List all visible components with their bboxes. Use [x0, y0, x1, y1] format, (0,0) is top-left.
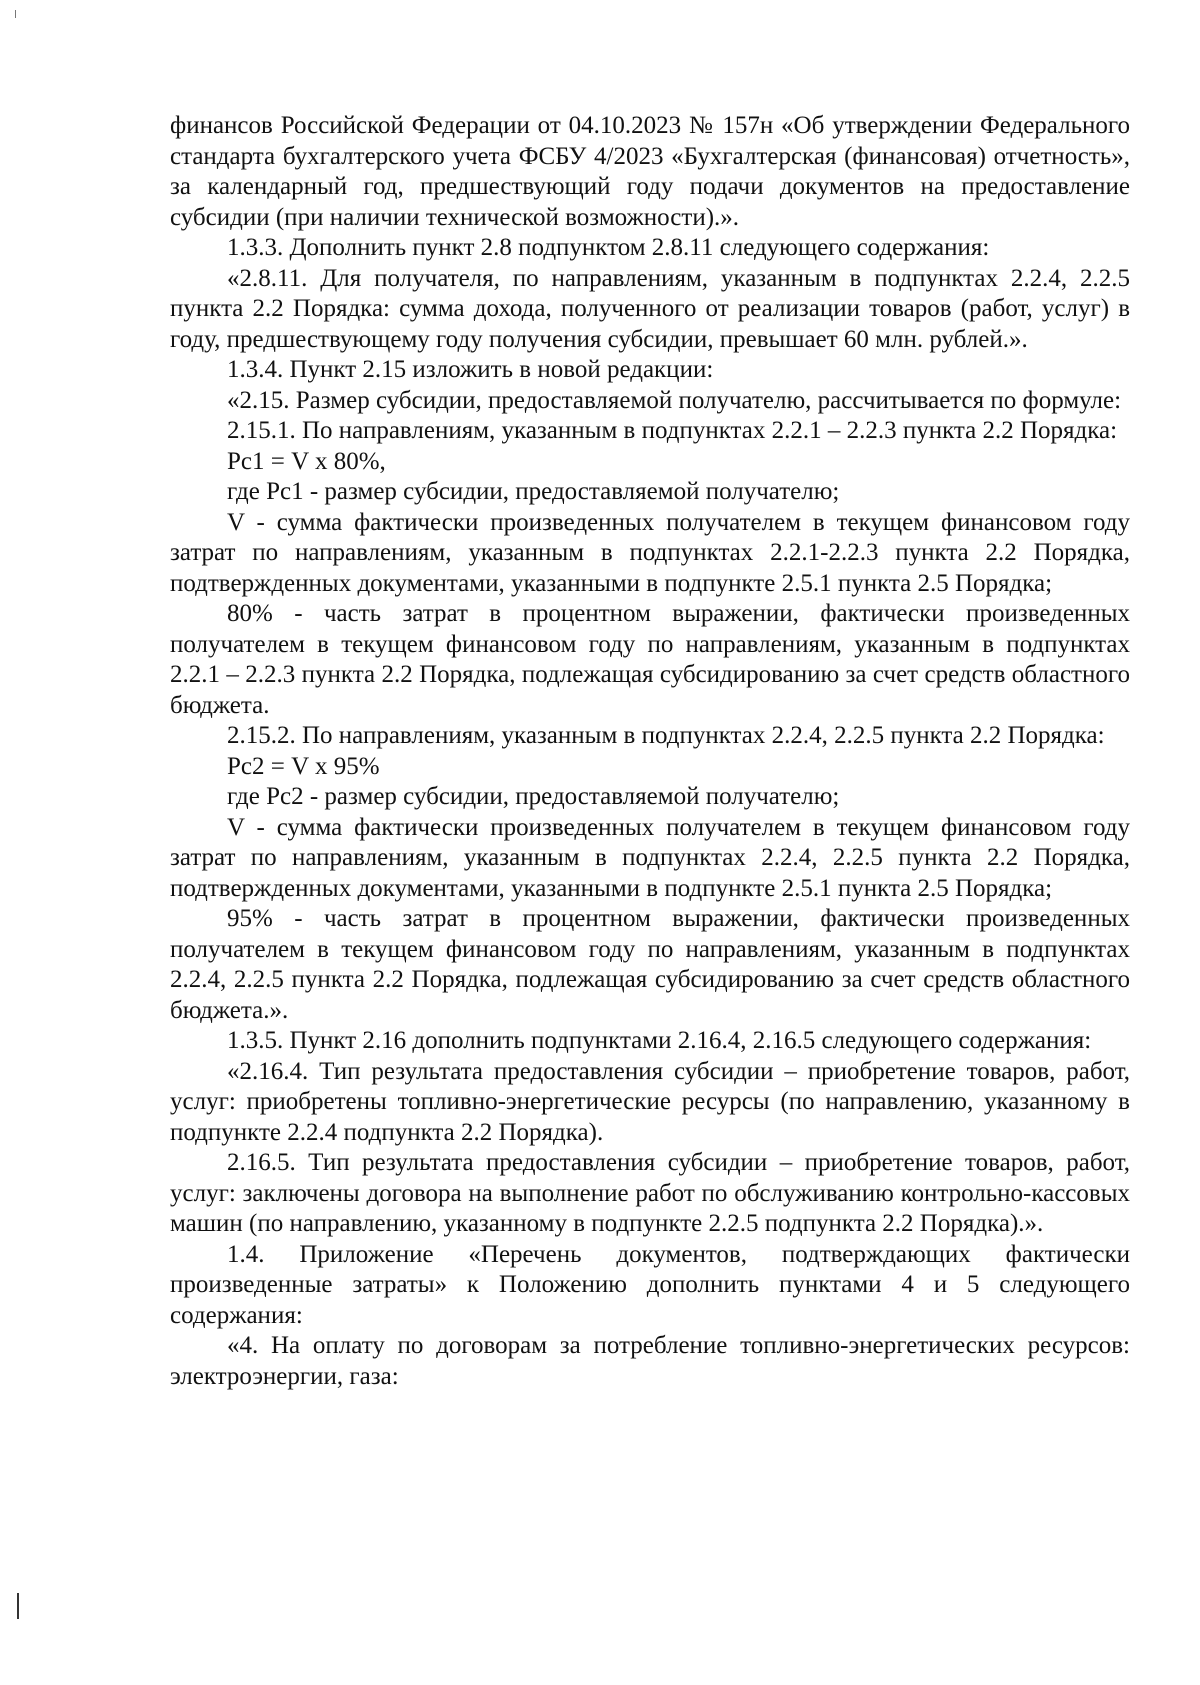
- paragraph: «2.16.4. Тип результата предоставления субсидии – приобретение товаров, работ, услуг: приобретены топливно-энергетические ресурсы (по направлению, указанному в подпункте 2.2.4 подпункта 2.2 Порядка).: [170, 1057, 1130, 1146]
- paragraph: «4. На оплату по договорам за потребление топливно-энергетических ресурсов: электроэнергии, газа:: [170, 1332, 1130, 1390]
- paragraph: где Рс1 - размер субсидии, предоставляемой получателю;: [227, 478, 840, 505]
- document-page: [170, 111, 1130, 1392]
- formula: Рс2 = V x 95%: [227, 752, 380, 780]
- paragraph: 2.15.2. По направлениям, указанным в подпунктах 2.2.4, 2.2.5 пункта 2.2 Порядка:: [227, 722, 1105, 749]
- paragraph: 1.3.4. Пункт 2.15 изложить в новой редакции:: [227, 356, 714, 383]
- paragraph: 1.3.3. Дополнить пункт 2.8 подпунктом 2.8.11 следующего содержания:: [227, 234, 990, 261]
- scan-mark-top: [15, 10, 16, 18]
- paragraph: V - сумма фактически произведенных получателем в текущем финансовом году затрат по направлениям, указанным в подпунктах 2.2.1-2.2.3 пункта 2.2 Порядка, подтвержденных документами, указанными в подпункте 2.5.1 пункта 2.5 Порядка;: [170, 508, 1130, 597]
- formula: Рс1 = V x 80%,: [227, 447, 386, 475]
- paragraph: 95% - часть затрат в процентном выражении, фактически произведенных получателем в текущем финансовом году по направлениям, указанным в подпунктах 2.2.4, 2.2.5 пункта 2.2 Порядка, подлежащая субсидированию за счет средств областного бюджета.».: [170, 905, 1130, 1024]
- paragraph: 80% - часть затрат в процентном выражении, фактически произведенных получателем в текущем финансовом году по направлениям, указанным в подпунктах 2.2.1 – 2.2.3 пункта 2.2 Порядка, подлежащая субсидированию за счет средств областного бюджета.: [170, 600, 1130, 719]
- paragraph: 1.3.5. Пункт 2.16 дополнить подпунктами 2.16.4, 2.16.5 следующего содержания:: [227, 1027, 1092, 1054]
- scan-mark-bottom: [17, 1593, 19, 1619]
- paragraph: «2.15. Размер субсидии, предоставляемой получателю, рассчитывается по формуле:: [227, 386, 1122, 414]
- paragraph: 2.16.5. Тип результата предоставления субсидии – приобретение товаров, работ, услуг: заключены договора на выполнение работ по обслуживанию контрольно-кассовых машин (по направлению, указанному в подпункте 2.2.5 подпункта 2.2 Порядка).».: [170, 1149, 1130, 1237]
- paragraph: 2.15.1. По направлениям, указанным в подпунктах 2.2.1 – 2.2.3 пункта 2.2 Порядка:: [227, 417, 1118, 444]
- paragraph: 1.4. Приложение «Перечень документов, подтверждающих фактически произведенные затраты» к Положению дополнить пунктами 4 и 5 следующего содержания:: [170, 1240, 1130, 1329]
- paragraph: финансов Российской Федерации от 04.10.2023 № 157н «Об утверждении Федерального стандарта бухгалтерского учета ФСБУ 4/2023 «Бухгалтерская (финансовая) отчетность», за календарный год, предшествующий году подачи документов на предоставление субсидии (при наличии технической возможности).».: [170, 112, 1130, 231]
- paragraph: V - сумма фактически произведенных получателем в текущем финансовом году затрат по направлениям, указанным в подпунктах 2.2.4, 2.2.5 пункта 2.2 Порядка, подтвержденных документами, указанными в подпункте 2.5.1 пункта 2.5 Порядка;: [170, 813, 1130, 902]
- paragraph: «2.8.11. Для получателя, по направлениям, указанным в подпунктах 2.2.4, 2.2.5 пункта 2.2 Порядка: сумма дохода, полученного от реализации товаров (работ, услуг) в году, предшествующему году получения субсидии, превышает 60 млн. рублей.».: [170, 264, 1130, 353]
- paragraph: где Рс2 - размер субсидии, предоставляемой получателю;: [227, 783, 840, 810]
